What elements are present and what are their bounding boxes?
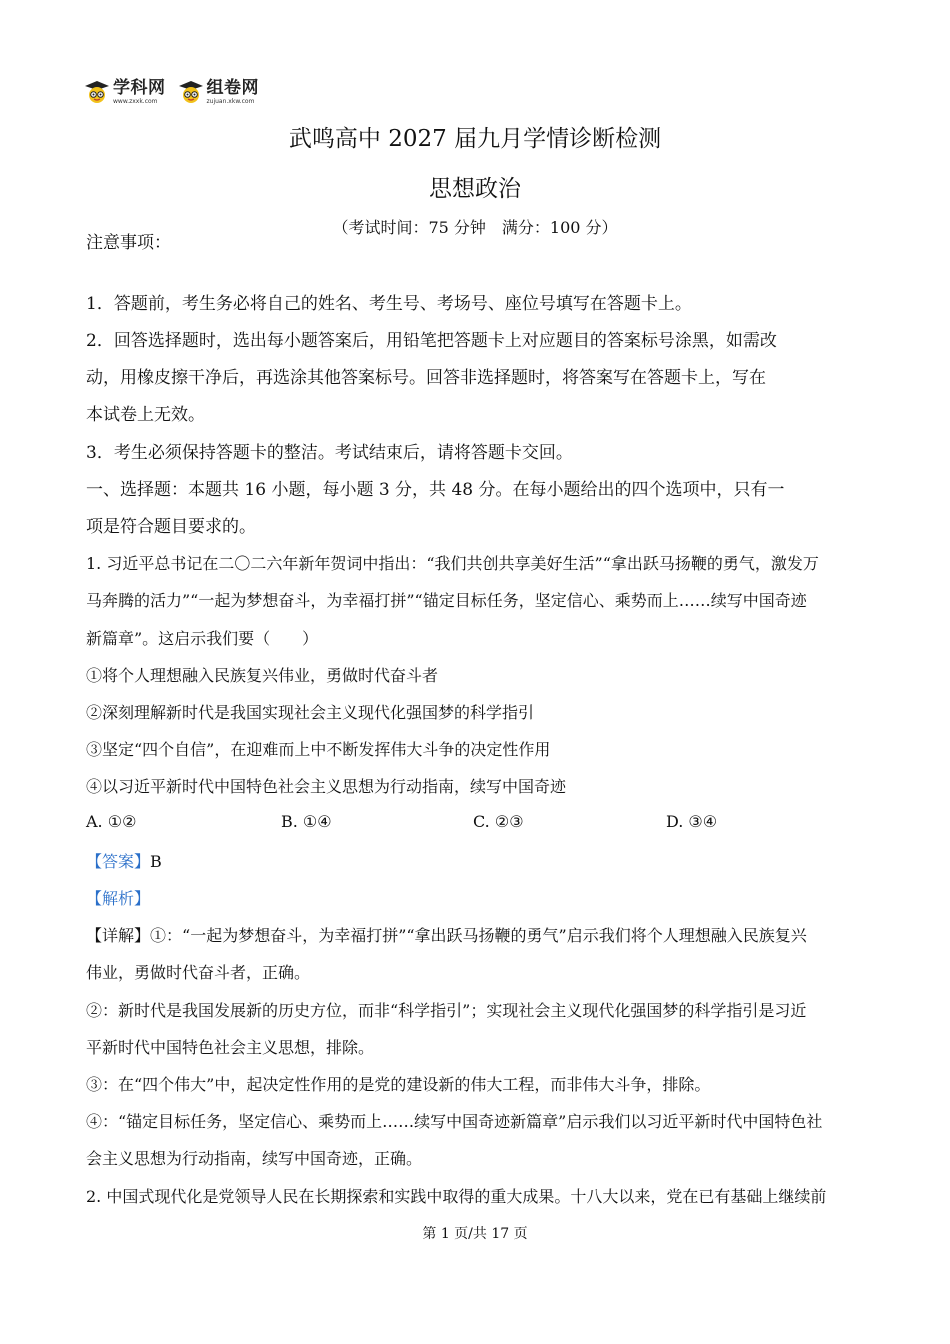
question-stem: 2. 中国式现代化是党领导人民在长期探索和实践中取得的重大成果。十八大以来，党在已有基础上继续前 <box>86 1187 827 1206</box>
question-stem: 1. 习近平总书记在二〇二六年新年贺词中指出：“我们共创共享美好生活”“拿出跃马扬鞭的勇气，激发万 <box>86 554 819 573</box>
question-stem: 新篇章”。这启示我们要（ ） <box>86 629 319 648</box>
mascot-icon <box>178 80 204 104</box>
notice-line: 1．答题前，考生务必将自己的姓名、考生号、考场号、座位号填写在答题卡上。 <box>86 294 692 314</box>
question-item: ④以习近平新时代中国特色社会主义思想为行动指南，续写中国奇迹 <box>86 777 567 796</box>
logo-name: 组卷网 <box>206 77 259 98</box>
question-item: ①将个人理想融入民族复兴伟业，勇做时代奋斗者 <box>86 666 439 685</box>
logo-url: zujuan.xkw.com <box>206 97 255 105</box>
option-c: C. ②③ <box>473 812 524 831</box>
exam-title: 武鸣高中 2027 届九月学情诊断检测 <box>288 126 662 152</box>
section-heading: 项是符合题目要求的。 <box>86 517 256 537</box>
analysis-line: ②：新时代是我国发展新的历史方位，而非“科学指引”；实现社会主义现代化强国梦的科学指引是习近 <box>86 1001 807 1020</box>
analysis-text: ①：“一起为梦想奋斗，为幸福打拼”“拿出跃马扬鞭的勇气”启示我们将个人理想融入民族复兴 <box>150 926 807 945</box>
notice-line: 动，用橡皮擦干净后，再选涂其他答案标号。回答非选择题时，将答案写在答题卡上，写在 <box>86 368 766 388</box>
page-footer: 第 1 页/共 17 页 <box>422 1226 528 1242</box>
exam-meta: （考试时间：75 分钟 满分：100 分） <box>332 218 618 237</box>
logo-name: 学科网 <box>113 77 166 98</box>
notice-line: 2．回答选择题时，选出每小题答案后，用铅笔把答题卡上对应题目的答案标号涂黑，如需改 <box>86 331 777 351</box>
notice-heading: 注意事项： <box>86 233 171 253</box>
option-a: A. ①② <box>86 812 137 831</box>
question-item: ②深刻理解新时代是我国实现社会主义现代化强国梦的科学指引 <box>86 703 535 722</box>
analysis-line: 平新时代中国特色社会主义思想，排除。 <box>86 1038 375 1057</box>
option-b: B. ①④ <box>281 812 332 831</box>
answer-value: B <box>150 852 162 871</box>
mascot-icon <box>84 80 110 104</box>
answer-line <box>86 849 162 872</box>
subject-title: 思想政治 <box>429 176 521 202</box>
question-stem: 马奔腾的活力”“一起为梦想奋斗，为幸福打拼”“锚定目标任务，坚定信心、乘势而上……续写中国奇迹 <box>86 591 807 610</box>
logo-xuekewang <box>84 77 166 105</box>
analysis-tag: 【解析】 <box>86 889 151 908</box>
answer-tag: 【答案】 <box>86 852 151 871</box>
analysis-line <box>86 923 807 946</box>
analysis-line: ③：在“四个伟大”中，起决定性作用的是党的建设新的伟大工程，而非伟大斗争，排除。 <box>86 1075 711 1094</box>
option-d: D. ③④ <box>666 812 718 831</box>
notice-line: 3．考生必须保持答题卡的整洁。考试结束后，请将答题卡交回。 <box>86 443 573 463</box>
logo-url: www.zxxk.com <box>113 97 158 105</box>
analysis-line: 会主义思想为行动指南，续写中国奇迹，正确。 <box>86 1149 423 1168</box>
analysis-line: 伟业，勇做时代奋斗者，正确。 <box>86 963 311 982</box>
detail-tag: 【详解】 <box>86 926 151 945</box>
logo-zujuanwang <box>178 77 260 105</box>
header-logos <box>84 76 271 108</box>
notice-line: 本试卷上无效。 <box>86 405 205 425</box>
analysis-line: ④：“锚定目标任务，坚定信心、乘势而上……续写中国奇迹新篇章”启示我们以习近平新时代中国特色社 <box>86 1112 823 1131</box>
section-heading: 一、选择题：本题共 16 小题，每小题 3 分，共 48 分。在每小题给出的四个选项中，只有一 <box>86 480 785 500</box>
question-item: ③坚定“四个自信”，在迎难而上中不断发挥伟大斗争的决定性作用 <box>86 740 551 759</box>
